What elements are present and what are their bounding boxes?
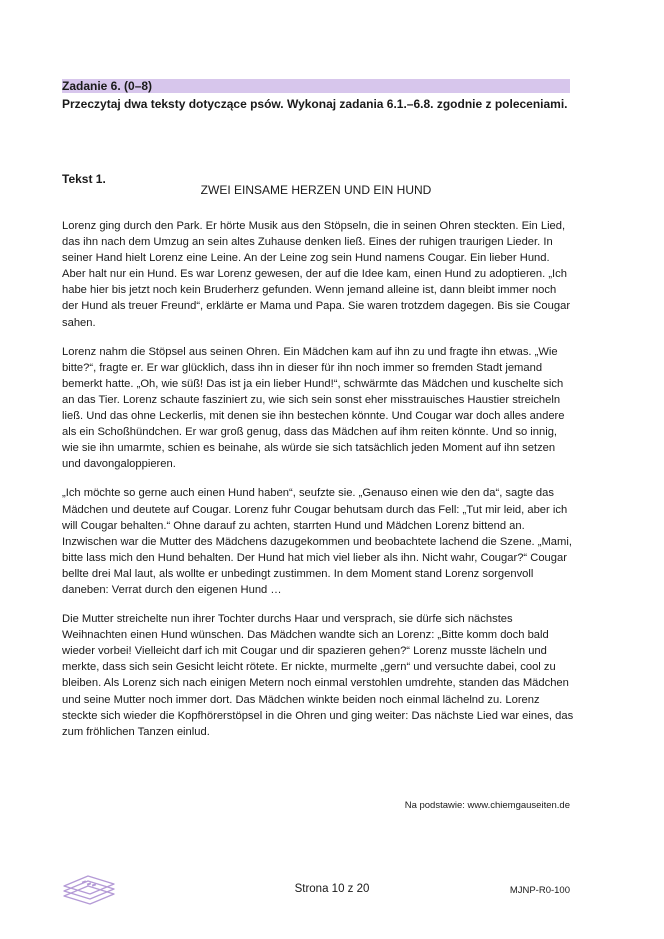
source-note: Na podstawie: www.chiemgauseiten.de (404, 800, 570, 811)
story-paragraph: Lorenz nahm die Stöpsel aus seinen Ohren. Ein Mädchen kam auf ihn zu und fragte ihn etwas. „Wie bitte?“, fragte er. Er war glücklich, dass ihn in dieser für ihn noch immer so fremden Stadt jemand bemerkt hatte. „Oh, wie süß! Das ist ja ein lieber Hund!“, schwärmte das Mädchen und kuschelte sich an das Tier. Lorenz schaute fasziniert zu, wie sich sein sonst eher misstrauisches Haustier streicheln ließ. Und das ohne Leckerlis, mit denen sie ihn bestechen könnte. Und Cougar war doch alles andere als ein Schoßhündchen. Er war groß genug, dass das Mädchen auf ihm reiten könnte. Und so innig, wie sie ihn umarmte, schien es beinahe, als würde sie sich tatsächlich jeden Moment auf ihn setzen und davongaloppieren. (62, 345, 565, 471)
story-paragraph: Die Mutter streichelte nun ihrer Tochter durchs Haar und versprach, sie dürfe sich nächstes Weihnachten einen Hund wünschen. Das Mädchen wandte sich an Lorenz: „Bitte komm doch bald wieder vorbei! Vielleicht darf ich mit Cougar und dir spazieren gehen?“ Lorenz musste lächeln und merkte, dass sich sein Gesicht leicht rötete. Er nickte, murmelte „gern“ und versuchte dabei, cool zu bleiben. Als Lorenz sich nach einigen Metern noch einmal verstohlen umdrehte, standen das Mädchen und seine Mutter noch immer dort. Das Mädchen winkte beiden noch einmal lächelnd zu. Lorenz steckte sich wieder die Kopfhörerstöpsel in die Ohren und ging weiter: Das nächste Lied war eines, das zum fröhlichen Tanzen einlud. (62, 613, 574, 738)
exam-code: MJNP-R0-100 (509, 885, 570, 896)
story-title: ZWEI EINSAME HERZEN UND EIN HUND (200, 183, 432, 197)
text-label: Tekst 1. (62, 172, 106, 186)
story-paragraph: Lorenz ging durch den Park. Er hörte Musik aus den Stöpseln, die in seinen Ohren steckten. Ein Lied, das ihn nach dem Umzug an sein altes Zuhause denken ließ. Eines der ruhigen traurigen Lieder. In seiner Hand hielt Lorenz eine Leine. An der Leine zog sein Hund namens Cougar. Ein lieber Hund. Aber halt nur ein Hund. Es war Lorenz gewesen, der auf die Idee kam, einen Hund zu adoptieren. „Ich habe hier bis jetzt noch kein Bruderherz gefunden. Wenn jemand alleine ist, dann bleibt immer noch der Hund als treuer Freund“, erklärte er Mama und Papa. Sie waren trotzdem dagegen. Bis sie Cougar sahen. (62, 220, 571, 329)
story-paragraph: „Ich möchte so gerne auch einen Hund haben“, seufzte sie. „Genauso einen wie den da“, sagte das Mädchen und deutete auf Cougar. Lorenz fuhr Cougar behutsam durch das Fell: „Tut mir leid, aber ich will Cougar behalten.“ Ohne darauf zu achten, starrten Hund und Mädchen Lorenz bittend an. Inzwischen war die Mutter des Mädchens dazugekommen und beobachtete lachend die Szene. „Mami, bitte lass mich den Hund behalten. Der Hund hat mich viel lieber als ihn. Nicht wahr, Cougar?“ Cougar bellte drei Mal laut, als wollte er unbedingt zustimmen. In dem Moment stand Lorenz sorgenvoll daneben: Verrat durch den eigenen Hund … (62, 487, 572, 596)
page-number: Strona 10 z 20 (294, 883, 370, 895)
task-instruction: Przeczytaj dwa teksty dotyczące psów. Wykonaj zadania 6.1.–6.8. zgodnie z poleceniami. (62, 97, 568, 111)
task-title: Zadanie 6. (0–8) (62, 79, 153, 93)
story-body (62, 218, 574, 753)
